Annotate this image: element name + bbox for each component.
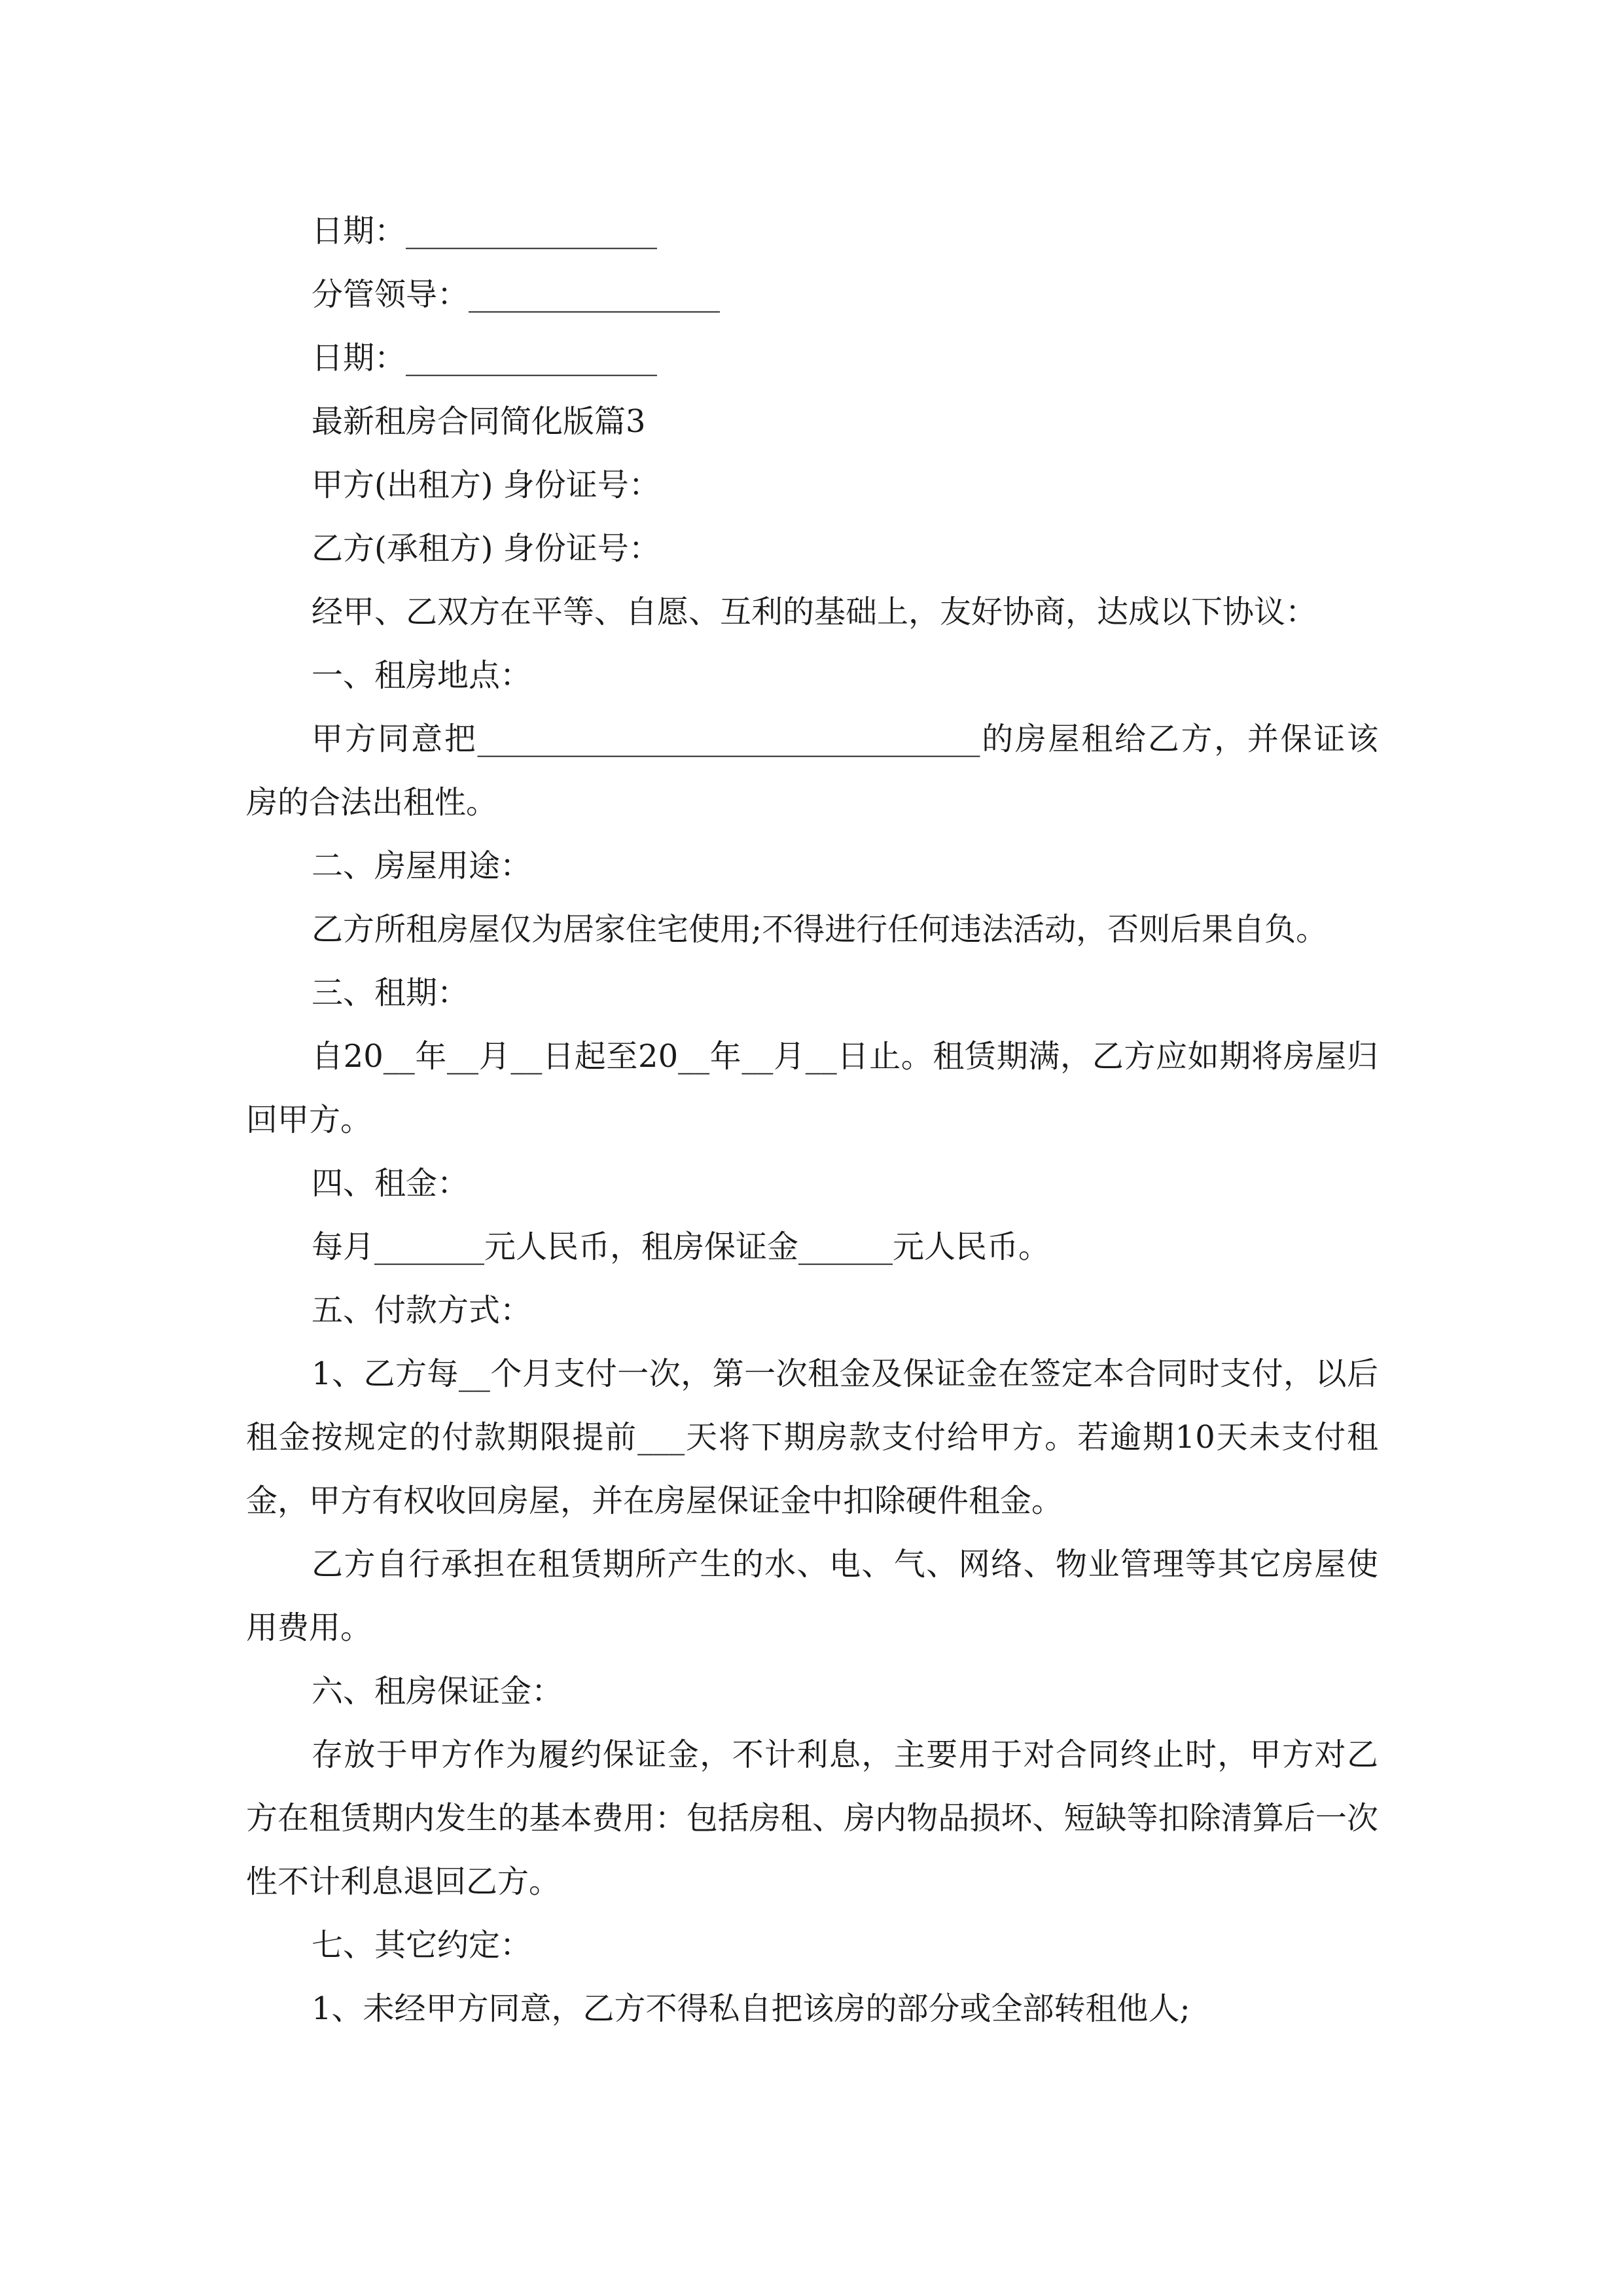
heading-usage: 二、房屋用途： (312, 848, 532, 884)
paragraph-term: 自20__年__月__日起至20__年__月__日止。租赁期满，乙方应如期将房屋归回甲方。 (246, 1038, 1378, 1138)
paragraph-agreement-intro: 经甲、乙双方在平等、自愿、互利的基础上，友好协商，达成以下协议： (312, 594, 1317, 630)
paragraph-payment-2: 乙方自行承担在租赁期所产生的水、电、气、网络、物业管理等其它房屋使用费用。 (246, 1546, 1378, 1646)
paragraph-rent: 每月_______元人民币，租房保证金______元人民币。 (312, 1229, 1050, 1265)
heading-rent: 四、租金： (312, 1165, 469, 1202)
paragraph-deposit: 存放于甲方作为履约保证金，不计利息，主要用于对合同终止时，甲方对乙方在租赁期内发生的基本费用：包括房租、房内物品损坏、短缺等扣除清算后一次性不计利息退回乙方。 (246, 1736, 1378, 1900)
heading-deposit: 六、租房保证金： (312, 1673, 563, 1710)
document-body (246, 200, 1378, 2041)
heading-payment: 五、付款方式： (312, 1292, 532, 1329)
paragraph-payment-1: 1、乙方每__个月支付一次，第一次租金及保证金在签定本合同时支付，以后租金按规定的付款期限提前___天将下期房款支付给甲方。若逾期10天未支付租金，甲方有权收回房屋，并在房屋保证金中扣除硬件租金。 (246, 1355, 1378, 1519)
paragraph-party-b: 乙方(承租方) 身份证号： (312, 530, 660, 567)
heading-location: 一、租房地点： (312, 657, 532, 694)
heading-other: 七、其它约定： (312, 1927, 532, 1964)
paragraph-location: 甲方同意把________________________________的房屋租给乙方，并保证该房的合法出租性。 (246, 721, 1378, 821)
paragraph-other-1: 1、未经甲方同意，乙方不得私自把该房的部分或全部转租他人; (312, 1990, 1190, 2027)
heading-term: 三、租期： (312, 975, 469, 1011)
paragraph-date-2: 日期：________________ (312, 340, 658, 376)
paragraph-usage: 乙方所租房屋仅为居家住宅使用;不得进行任何违法活动，否则后果自负。 (312, 911, 1328, 948)
paragraph-supervisor: 分管领导：________________ (312, 276, 721, 313)
paragraph-party-a: 甲方(出租方) 身份证号： (312, 467, 660, 503)
paragraph-date-1: 日期：________________ (312, 213, 658, 249)
section-title: 最新租房合同简化版篇3 (312, 403, 646, 440)
